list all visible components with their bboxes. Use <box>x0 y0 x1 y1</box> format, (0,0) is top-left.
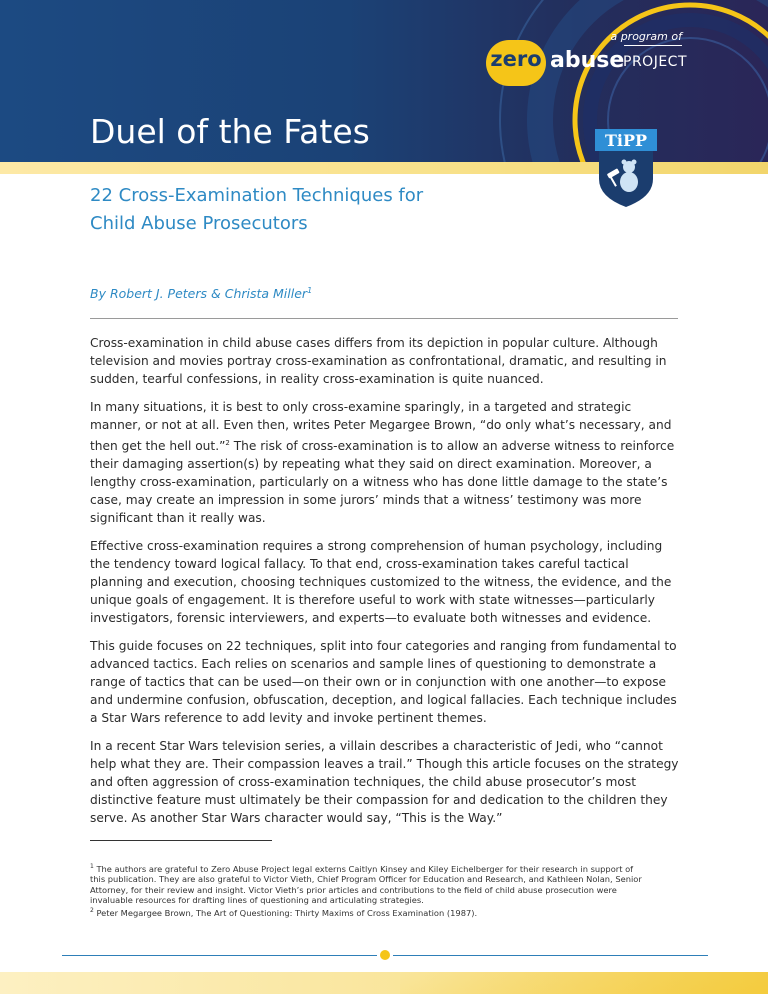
tipp-label: TiPP <box>604 131 648 150</box>
program-of-underline <box>624 45 682 46</box>
footnote-1-text: The authors are grateful to Zero Abuse Project legal externs Caitlyn Kinsey and Kiley Eichelberger for their research in support of this publication. They are also grateful to Victor Vieth, Chief Program Officer for Education and Research, and Kathleen Nolan, Senior Attorney, for their review and insight. Victor Vieth’s prior articles and contributions to the field of child abuse prosecution were invaluable resources for drafting lines of questioning and articulating strategies. <box>90 863 642 906</box>
paragraph-5: In a recent Star Wars television series, a villain describes a characteristic of Jedi, who “cannot help what they are. Their compassion leaves a trail.” Though this article focuses on the strategy and often aggression of cross-examination techniques, the child abuse prosecutor’s most distinctive feature must ultimately be their compassion for and dedication to the children they serve. As another Star Wars character would say, “This is the Way.” <box>90 739 679 826</box>
paragraph-2-part-a: In many situations, it is best to only cross-examine sparingly, in a targeted and strategic manner, or not at all. Even then, writes Peter Megargee Brown, “do only what’s necessary, and then get the hell out.” <box>90 400 672 454</box>
footer-band <box>0 972 768 994</box>
paragraph-1: Cross-examination in child abuse cases differs from its depiction in popular culture. Although television and movies portray cross-examination as confrontational, dramatic, and resulting in sudden, tearful confessions, in reality cross-examination is quite nuanced. <box>90 336 667 386</box>
footnote-2-marker: 2 <box>90 906 94 914</box>
tipp-shield-icon <box>593 127 659 209</box>
paragraph-3: Effective cross-examination requires a strong comprehension of human psychology, including the tendency toward logical fallacy. To that end, cross-examination takes careful tactical planning and execution, choosing techniques customized to the witness, the evidence, and the unique goals of engagement. It is therefore useful to work with state witnesses—particularly investigators, forensic interviewers, and experts—to evaluate both witnesses and evidence. <box>90 539 672 626</box>
paragraph-2 <box>90 398 680 527</box>
paragraph-2-part-b: The risk of cross-examination is to allow an adverse witness to reinforce their damaging assertion(s) by repeating what they said on direct examination. Moreover, a lengthy cross-examination, particularly on a witness who has done little damage to the state’s case, may create an impression in some jurors’ minds that a witness’ testimony was more significant than it really was. <box>90 439 675 526</box>
footer-dot-icon <box>380 950 390 960</box>
footnote-2 <box>90 906 650 918</box>
article-body <box>90 334 680 837</box>
author-names: By Robert J. Peters & Christa Miller <box>90 286 308 302</box>
footnote-1-marker: 1 <box>90 863 94 870</box>
footer-line-left <box>62 955 377 956</box>
page-title: Duel of the Fates <box>90 112 370 151</box>
brand-zero: zero <box>490 47 542 71</box>
footnote-2-text: Peter Megargee Brown, The Art of Questioning: Thirty Maxims of Cross Examination (1987). <box>93 907 478 918</box>
program-of-label: a program of <box>610 30 682 43</box>
page-subtitle <box>90 182 510 238</box>
subtitle-line-2: Child Abuse Prosecutors <box>90 213 308 234</box>
subtitle-line-1: 22 Cross-Examination Techniques for <box>90 185 424 206</box>
footer-line-right <box>393 955 708 956</box>
footer-band-streak <box>400 972 768 994</box>
footnote-divider <box>90 840 272 841</box>
footnote-1 <box>90 862 650 906</box>
footnote-ref-2[interactable]: 2 <box>225 439 230 447</box>
brand-abuse: abuse <box>550 48 625 73</box>
byline-divider <box>90 318 678 319</box>
paragraph-4: This guide focuses on 22 techniques, split into four categories and ranging from fundamental to advanced tactics. Each relies on scenarios and sample lines of questioning to demonstrate a range of tactics that can be used—on their own or in conjunction with one another—to expose and undermine confusion, obfuscation, deception, and logical fallacies. Each technique includes a Star Wars reference to add levity and invoke pertinent themes. <box>90 639 677 726</box>
brand-project: PROJECT <box>623 54 687 70</box>
author-byline <box>90 286 312 301</box>
footnotes <box>90 862 650 918</box>
footnote-ref-1[interactable]: 1 <box>307 286 313 295</box>
